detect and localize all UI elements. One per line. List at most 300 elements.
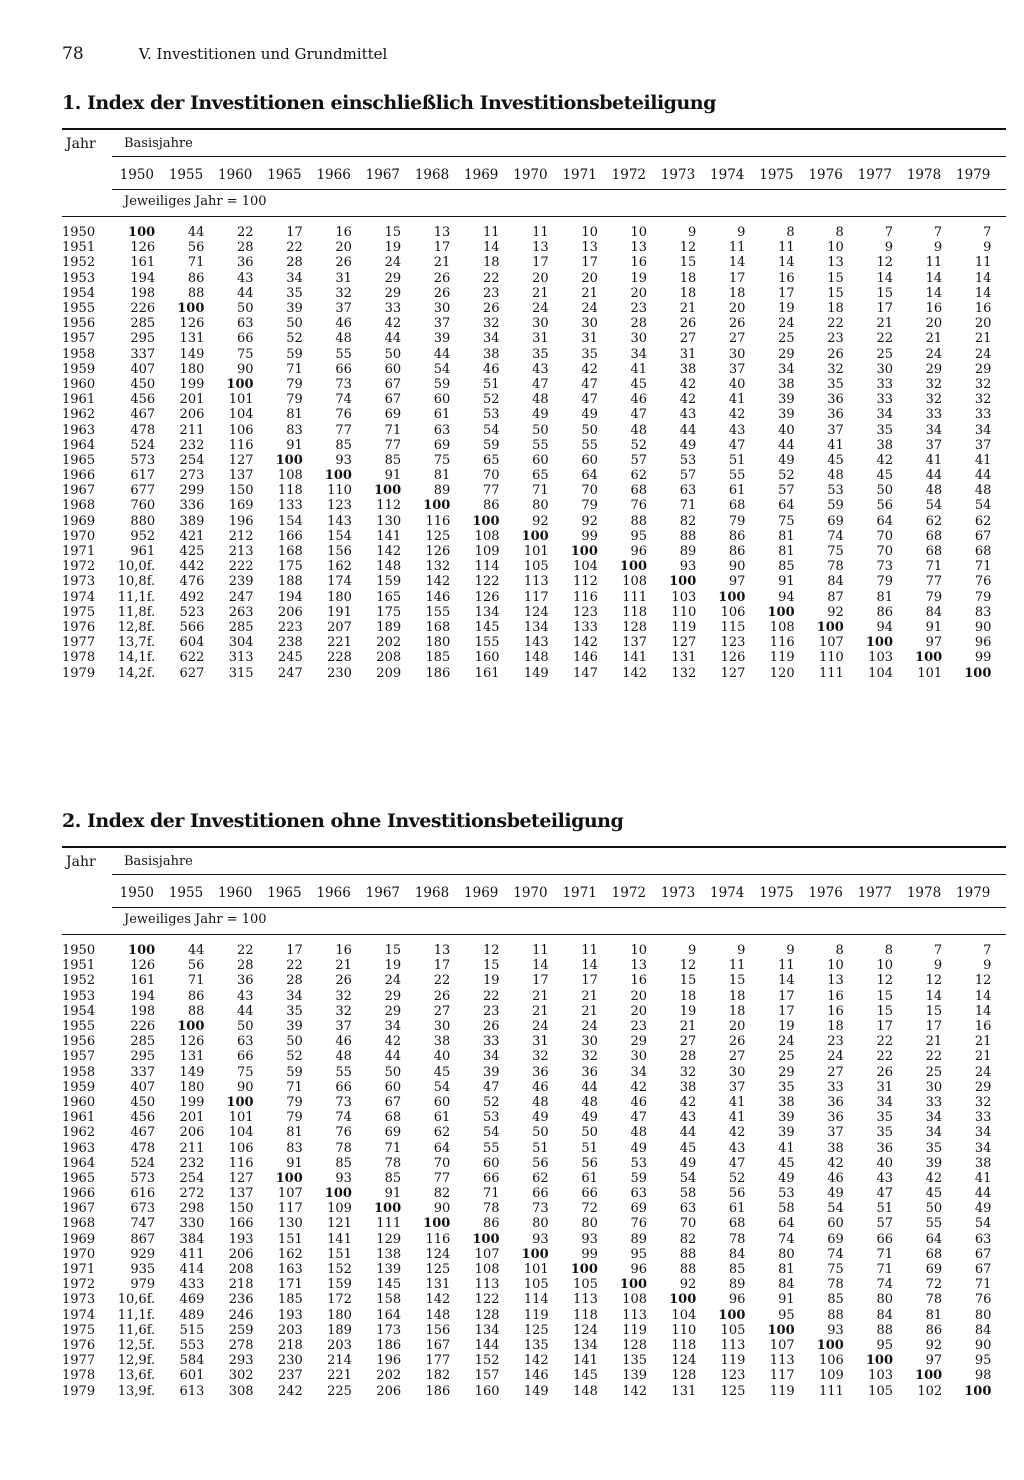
table-cell: 72 bbox=[925, 1277, 943, 1293]
table-cell: 127 bbox=[228, 452, 254, 468]
table-cell: 35 bbox=[925, 1140, 943, 1156]
table-cell: 32 bbox=[335, 988, 352, 1004]
basis-label: Basisjahre bbox=[124, 854, 193, 869]
row-year: 1960 bbox=[62, 1094, 96, 1110]
table-cell: 76 bbox=[974, 574, 992, 590]
column-header: 1976 bbox=[808, 167, 843, 183]
table-cell: 164 bbox=[376, 1307, 402, 1323]
table-cell: 87 bbox=[827, 589, 844, 605]
table-title: 1. Index der Investitionen einschließlich Investitionsbeteiligung bbox=[62, 92, 716, 114]
table-cell: 71 bbox=[187, 973, 205, 989]
table-cell: 27 bbox=[728, 331, 746, 347]
table-cell: 56 bbox=[187, 240, 205, 256]
row-year: 1965 bbox=[62, 1170, 96, 1186]
table-cell: 126 bbox=[130, 958, 156, 974]
table-cell: 36 bbox=[876, 1140, 893, 1156]
column-header: 1966 bbox=[316, 885, 351, 901]
table-cell: 44 bbox=[433, 346, 451, 362]
table-cell: 66 bbox=[482, 1170, 500, 1186]
table-cell: 44 bbox=[187, 943, 205, 959]
table-cell: 272 bbox=[179, 1186, 205, 1202]
table-cell: 73 bbox=[335, 1094, 352, 1110]
table-cell: 18 bbox=[827, 1019, 844, 1035]
table-cell: 867 bbox=[130, 1231, 156, 1247]
table-row bbox=[62, 1247, 991, 1262]
table-cell: 12 bbox=[876, 973, 893, 989]
table-cell: 15 bbox=[827, 270, 844, 286]
table-cell: 69 bbox=[384, 1125, 402, 1141]
table-cell: 285 bbox=[228, 619, 254, 635]
table-cell: 79 bbox=[286, 376, 303, 392]
table-cell: 104 bbox=[868, 665, 893, 681]
table-cell: 30 bbox=[433, 1019, 451, 1035]
table-cell: 47 bbox=[630, 1110, 648, 1126]
table-row bbox=[62, 1338, 991, 1353]
table-cell: 62 bbox=[532, 1170, 549, 1186]
table-cell: 12 bbox=[876, 255, 893, 271]
table-cell: 111 bbox=[818, 1383, 844, 1399]
table-cell: 9 bbox=[983, 958, 992, 974]
table-cell: 58 bbox=[679, 1186, 697, 1202]
table-cell: 673 bbox=[130, 1201, 156, 1217]
table-cell: 88 bbox=[679, 1246, 697, 1262]
table-cell: 29 bbox=[974, 1079, 992, 1095]
table-cell: 91 bbox=[925, 619, 943, 635]
body-rule bbox=[62, 934, 1006, 935]
table-cell: 601 bbox=[179, 1368, 205, 1384]
table-cell: 22 bbox=[925, 1049, 943, 1065]
table-cell: 30 bbox=[925, 1079, 943, 1095]
row-year: 1973 bbox=[62, 574, 96, 590]
column-header: 1971 bbox=[562, 167, 597, 183]
table-cell: 118 bbox=[573, 1307, 598, 1323]
row-year: 1975 bbox=[62, 604, 96, 620]
table-cell: 7 bbox=[933, 225, 943, 241]
table-cell: 60 bbox=[532, 452, 549, 468]
table-cell: 15 bbox=[728, 973, 746, 989]
table-cell: 99 bbox=[581, 1246, 598, 1262]
table-cell: 26 bbox=[433, 285, 451, 301]
table-cell: 85 bbox=[728, 1262, 746, 1278]
table-cell: 246 bbox=[228, 1307, 254, 1323]
table-cell: 35 bbox=[876, 422, 893, 438]
table-cell: 100 bbox=[964, 1383, 992, 1399]
table-cell: 78 bbox=[384, 1155, 402, 1171]
table-cell: 36 bbox=[532, 1064, 549, 1080]
table-cell: 46 bbox=[827, 1170, 844, 1186]
table-cell: 285 bbox=[130, 1034, 156, 1050]
table-cell: 91 bbox=[286, 1155, 303, 1171]
table-cell: 141 bbox=[376, 528, 402, 544]
table-cell: 122 bbox=[474, 1292, 500, 1308]
table-cell: 32 bbox=[925, 376, 943, 392]
table-cell: 26 bbox=[728, 316, 746, 332]
table-cell: 100 bbox=[521, 1246, 549, 1262]
table-cell: 165 bbox=[376, 589, 402, 605]
table-cell: 101 bbox=[228, 392, 254, 408]
table-cell: 118 bbox=[622, 604, 648, 620]
table-cell: 77 bbox=[482, 483, 500, 499]
table-cell: 206 bbox=[179, 407, 205, 423]
table-cell: 116 bbox=[425, 513, 451, 529]
table-cell: 149 bbox=[179, 346, 205, 362]
table-cell: 88 bbox=[187, 285, 205, 301]
row-year: 1950 bbox=[62, 225, 96, 241]
table-cell: 52 bbox=[286, 331, 303, 347]
table-cell: 48 bbox=[827, 468, 844, 484]
table-cell: 19 bbox=[482, 973, 500, 989]
table-cell: 24 bbox=[974, 346, 992, 362]
table-cell: 116 bbox=[228, 437, 254, 453]
table-cell: 106 bbox=[818, 1353, 844, 1369]
table-cell: 68 bbox=[974, 544, 992, 560]
table-cell: 124 bbox=[671, 1353, 697, 1369]
column-years bbox=[112, 875, 1006, 907]
table-cell: 77 bbox=[384, 437, 402, 453]
table-cell: 139 bbox=[376, 1262, 402, 1278]
table-cell: 26 bbox=[728, 1034, 746, 1050]
table-cell: 37 bbox=[827, 422, 844, 438]
row-year: 1974 bbox=[62, 589, 96, 605]
table-cell: 45 bbox=[778, 1155, 795, 1171]
table-cell: 48 bbox=[335, 1049, 352, 1065]
table-cell: 237 bbox=[277, 1368, 303, 1384]
table-cell: 55 bbox=[728, 468, 746, 484]
table-cell: 29 bbox=[925, 361, 943, 377]
table-cell: 60 bbox=[581, 452, 598, 468]
column-header: 1967 bbox=[365, 885, 400, 901]
table-cell: 414 bbox=[179, 1262, 205, 1278]
table-cell: 155 bbox=[425, 604, 451, 620]
table-row bbox=[62, 1125, 991, 1140]
table-cell: 74 bbox=[827, 1246, 844, 1262]
table-cell: 226 bbox=[130, 301, 156, 317]
table-cell: 36 bbox=[581, 1064, 598, 1080]
table-cell: 177 bbox=[425, 1353, 451, 1369]
table-cell: 26 bbox=[827, 346, 844, 362]
table-cell: 49 bbox=[630, 1140, 648, 1156]
row-year: 1972 bbox=[62, 559, 96, 575]
table-cell: 106 bbox=[720, 604, 746, 620]
table-cell: 84 bbox=[827, 574, 844, 590]
table-cell: 11 bbox=[532, 225, 549, 241]
table-cell: 23 bbox=[630, 1019, 648, 1035]
row-year: 1954 bbox=[62, 1003, 96, 1019]
table-cell: 17 bbox=[728, 270, 746, 286]
table-cell: 148 bbox=[376, 559, 402, 575]
table-cell: 29 bbox=[384, 270, 402, 286]
table-cell: 100 bbox=[718, 589, 746, 605]
row-year: 1956 bbox=[62, 1034, 96, 1050]
table-cell: 56 bbox=[876, 498, 893, 514]
table-row bbox=[62, 590, 991, 605]
table-cell: 37 bbox=[433, 316, 451, 332]
table-cell: 17 bbox=[581, 973, 598, 989]
row-year: 1976 bbox=[62, 1337, 96, 1353]
table-cell: 104 bbox=[671, 1307, 697, 1323]
table-cell: 11 bbox=[532, 943, 549, 959]
row-year: 1955 bbox=[62, 301, 96, 317]
table-cell: 39 bbox=[778, 392, 795, 408]
table-cell: 112 bbox=[376, 498, 402, 514]
table-cell: 130 bbox=[277, 1216, 303, 1232]
table-cell: 116 bbox=[573, 589, 598, 605]
table-cell: 14,1f. bbox=[117, 650, 156, 666]
table-cell: 43 bbox=[728, 1140, 746, 1156]
table-cell: 175 bbox=[376, 604, 402, 620]
table-cell: 214 bbox=[327, 1353, 352, 1369]
table-cell: 337 bbox=[130, 1064, 156, 1080]
table-cell: 27 bbox=[433, 1003, 451, 1019]
table-cell: 80 bbox=[532, 498, 549, 514]
column-header: 1979 bbox=[956, 167, 991, 183]
table-cell: 42 bbox=[581, 361, 598, 377]
table-cell: 75 bbox=[433, 452, 451, 468]
header-row bbox=[62, 848, 1006, 874]
table-cell: 149 bbox=[523, 1383, 549, 1399]
table-cell: 100 bbox=[177, 301, 205, 317]
table-cell: 83 bbox=[286, 422, 303, 438]
table-cell: 41 bbox=[778, 1140, 795, 1156]
table-cell: 389 bbox=[179, 513, 205, 529]
table-cell: 15 bbox=[384, 225, 402, 241]
table-cell: 17 bbox=[778, 285, 795, 301]
table-cell: 110 bbox=[818, 650, 844, 666]
table-cell: 60 bbox=[384, 1079, 402, 1095]
table-cell: 174 bbox=[327, 574, 352, 590]
table-cell: 21 bbox=[581, 1003, 598, 1019]
table-cell: 63 bbox=[433, 422, 451, 438]
table-cell: 42 bbox=[384, 1034, 402, 1050]
table-cell: 33 bbox=[827, 1079, 844, 1095]
table-cell: 21 bbox=[532, 285, 549, 301]
table-cell: 20 bbox=[532, 270, 549, 286]
row-year: 1962 bbox=[62, 407, 96, 423]
table-cell: 92 bbox=[925, 1337, 943, 1353]
table-cell: 13,6f. bbox=[117, 1368, 156, 1384]
table-cell: 180 bbox=[327, 1307, 352, 1323]
table-cell: 108 bbox=[622, 1292, 648, 1308]
table-cell: 13 bbox=[433, 943, 451, 959]
table-cell: 32 bbox=[532, 1049, 549, 1065]
table-cell: 39 bbox=[482, 1064, 500, 1080]
table-cell: 42 bbox=[384, 316, 402, 332]
table-cell: 12 bbox=[925, 973, 943, 989]
table-cell: 617 bbox=[130, 468, 156, 484]
table-cell: 48 bbox=[532, 1094, 549, 1110]
table-cell: 50 bbox=[581, 422, 598, 438]
table-cell: 81 bbox=[778, 544, 795, 560]
table-cell: 203 bbox=[327, 1337, 352, 1353]
row-year: 1952 bbox=[62, 255, 96, 271]
table-cell: 16 bbox=[778, 270, 795, 286]
table-cell: 29 bbox=[384, 988, 402, 1004]
table-cell: 45 bbox=[876, 468, 893, 484]
data-table bbox=[62, 225, 991, 681]
table-cell: 91 bbox=[384, 1186, 402, 1202]
row-year: 1960 bbox=[62, 376, 96, 392]
table-cell: 110 bbox=[327, 483, 352, 499]
table-cell: 31 bbox=[532, 1034, 549, 1050]
table-cell: 107 bbox=[474, 1246, 500, 1262]
table-cell: 60 bbox=[827, 1216, 844, 1232]
table-cell: 100 bbox=[816, 619, 844, 635]
table-cell: 16 bbox=[630, 973, 648, 989]
table-cell: 67 bbox=[384, 392, 402, 408]
row-year: 1977 bbox=[62, 635, 96, 651]
table-row bbox=[62, 544, 991, 559]
table-cell: 46 bbox=[532, 1079, 549, 1095]
table-cell: 40 bbox=[778, 422, 795, 438]
table-cell: 71 bbox=[679, 498, 697, 514]
table-cell: 88 bbox=[630, 513, 648, 529]
table-cell: 12 bbox=[679, 240, 697, 256]
row-year: 1967 bbox=[62, 483, 96, 499]
table-cell: 97 bbox=[925, 635, 943, 651]
table-cell: 337 bbox=[130, 346, 156, 362]
table-cell: 66 bbox=[532, 1186, 549, 1202]
table-cell: 22 bbox=[237, 943, 254, 959]
table-cell: 42 bbox=[679, 1094, 697, 1110]
table-cell: 207 bbox=[327, 619, 352, 635]
table-cell: 222 bbox=[228, 559, 254, 575]
table-cell: 71 bbox=[876, 1262, 893, 1278]
table-cell: 7 bbox=[933, 943, 943, 959]
table-cell: 273 bbox=[179, 468, 205, 484]
table-cell: 182 bbox=[425, 1368, 451, 1384]
column-header: 1973 bbox=[660, 167, 696, 183]
table-cell: 168 bbox=[425, 619, 451, 635]
table-cell: 38 bbox=[679, 361, 697, 377]
table-row bbox=[62, 958, 991, 973]
table-row bbox=[62, 255, 991, 270]
table-row bbox=[62, 650, 991, 665]
table-cell: 24 bbox=[581, 301, 598, 317]
table-cell: 90 bbox=[974, 619, 992, 635]
table-cell: 21 bbox=[679, 301, 697, 317]
table-cell: 85 bbox=[384, 1170, 402, 1186]
table-cell: 14 bbox=[925, 988, 943, 1004]
table-cell: 71 bbox=[384, 1140, 402, 1156]
table-cell: 42 bbox=[876, 452, 893, 468]
column-header: 1968 bbox=[414, 885, 450, 901]
row-year: 1977 bbox=[62, 1353, 96, 1369]
table-cell: 54 bbox=[433, 361, 451, 377]
table-cell: 67 bbox=[974, 1262, 992, 1278]
table-cell: 40 bbox=[876, 1155, 893, 1171]
table-cell: 93 bbox=[335, 1170, 352, 1186]
table-cell: 74 bbox=[876, 1277, 893, 1293]
table-cell: 75 bbox=[237, 1064, 254, 1080]
table-cell: 78 bbox=[827, 559, 844, 575]
column-header: 1966 bbox=[316, 167, 351, 183]
table-cell: 128 bbox=[474, 1307, 500, 1323]
table-row bbox=[62, 1156, 991, 1171]
table-cell: 66 bbox=[237, 1049, 254, 1065]
table-cell: 142 bbox=[425, 574, 451, 590]
table-cell: 134 bbox=[474, 604, 500, 620]
table-cell: 73 bbox=[335, 376, 352, 392]
row-year: 1966 bbox=[62, 1186, 96, 1202]
table-cell: 112 bbox=[573, 574, 598, 590]
table-cell: 61 bbox=[433, 407, 451, 423]
table-cell: 26 bbox=[433, 270, 451, 286]
table-cell: 149 bbox=[179, 1064, 205, 1080]
table-cell: 8 bbox=[835, 225, 844, 241]
table-cell: 100 bbox=[915, 650, 943, 666]
table-cell: 100 bbox=[669, 1292, 697, 1308]
table-row bbox=[62, 422, 991, 437]
table-cell: 100 bbox=[128, 225, 156, 241]
table-cell: 67 bbox=[974, 1246, 992, 1262]
table-row bbox=[62, 1186, 991, 1201]
table-cell: 39 bbox=[286, 301, 303, 317]
table-cell: 161 bbox=[130, 973, 156, 989]
table-cell: 95 bbox=[778, 1307, 795, 1323]
table-cell: 11 bbox=[778, 958, 795, 974]
table-cell: 50 bbox=[237, 1019, 254, 1035]
table-cell: 42 bbox=[679, 376, 697, 392]
table-cell: 46 bbox=[335, 316, 352, 332]
table-cell: 961 bbox=[130, 544, 156, 560]
table-cell: 7 bbox=[884, 225, 893, 241]
table-title: 2. Index der Investitionen ohne Investitionsbeteiligung bbox=[62, 810, 624, 832]
table-cell: 119 bbox=[622, 1322, 648, 1338]
table-cell: 49 bbox=[974, 1201, 992, 1217]
table-cell: 54 bbox=[482, 1125, 500, 1141]
table-cell: 19 bbox=[679, 1003, 697, 1019]
table-cell: 11 bbox=[778, 240, 795, 256]
table-cell: 203 bbox=[277, 1322, 303, 1338]
table-cell: 34 bbox=[974, 1140, 992, 1156]
table-cell: 121 bbox=[327, 1216, 352, 1232]
table-cell: 157 bbox=[474, 1368, 500, 1384]
table-cell: 330 bbox=[179, 1216, 205, 1232]
table-cell: 142 bbox=[622, 1383, 648, 1399]
table-cell: 407 bbox=[130, 361, 156, 377]
table-cell: 52 bbox=[482, 392, 500, 408]
table-cell: 70 bbox=[876, 544, 893, 560]
row-year: 1955 bbox=[62, 1019, 96, 1035]
table-cell: 91 bbox=[778, 1292, 795, 1308]
table-row bbox=[62, 1140, 991, 1155]
table-cell: 133 bbox=[573, 619, 598, 635]
table-cell: 79 bbox=[974, 589, 992, 605]
table-cell: 12 bbox=[679, 958, 697, 974]
table-cell: 14 bbox=[974, 988, 992, 1004]
table-cell: 109 bbox=[818, 1368, 844, 1384]
table-cell: 298 bbox=[179, 1201, 205, 1217]
table-cell: 11,1f. bbox=[117, 589, 156, 605]
table-cell: 56 bbox=[728, 1186, 746, 1202]
table-cell: 15 bbox=[384, 943, 402, 959]
table-cell: 278 bbox=[228, 1337, 254, 1353]
table-cell: 66 bbox=[335, 361, 352, 377]
column-header: 1972 bbox=[611, 885, 646, 901]
table-cell: 16 bbox=[974, 301, 992, 317]
table-cell: 13 bbox=[630, 958, 648, 974]
table-cell: 206 bbox=[376, 1383, 402, 1399]
table-cell: 11 bbox=[925, 255, 943, 271]
table-cell: 93 bbox=[827, 1322, 844, 1338]
table-cell: 81 bbox=[925, 1307, 943, 1323]
table-cell: 43 bbox=[532, 361, 549, 377]
table-cell: 168 bbox=[277, 544, 303, 560]
table-cell: 30 bbox=[876, 361, 893, 377]
table-cell: 100 bbox=[669, 574, 697, 590]
table-cell: 93 bbox=[581, 1231, 598, 1247]
table-cell: 9 bbox=[737, 225, 746, 241]
